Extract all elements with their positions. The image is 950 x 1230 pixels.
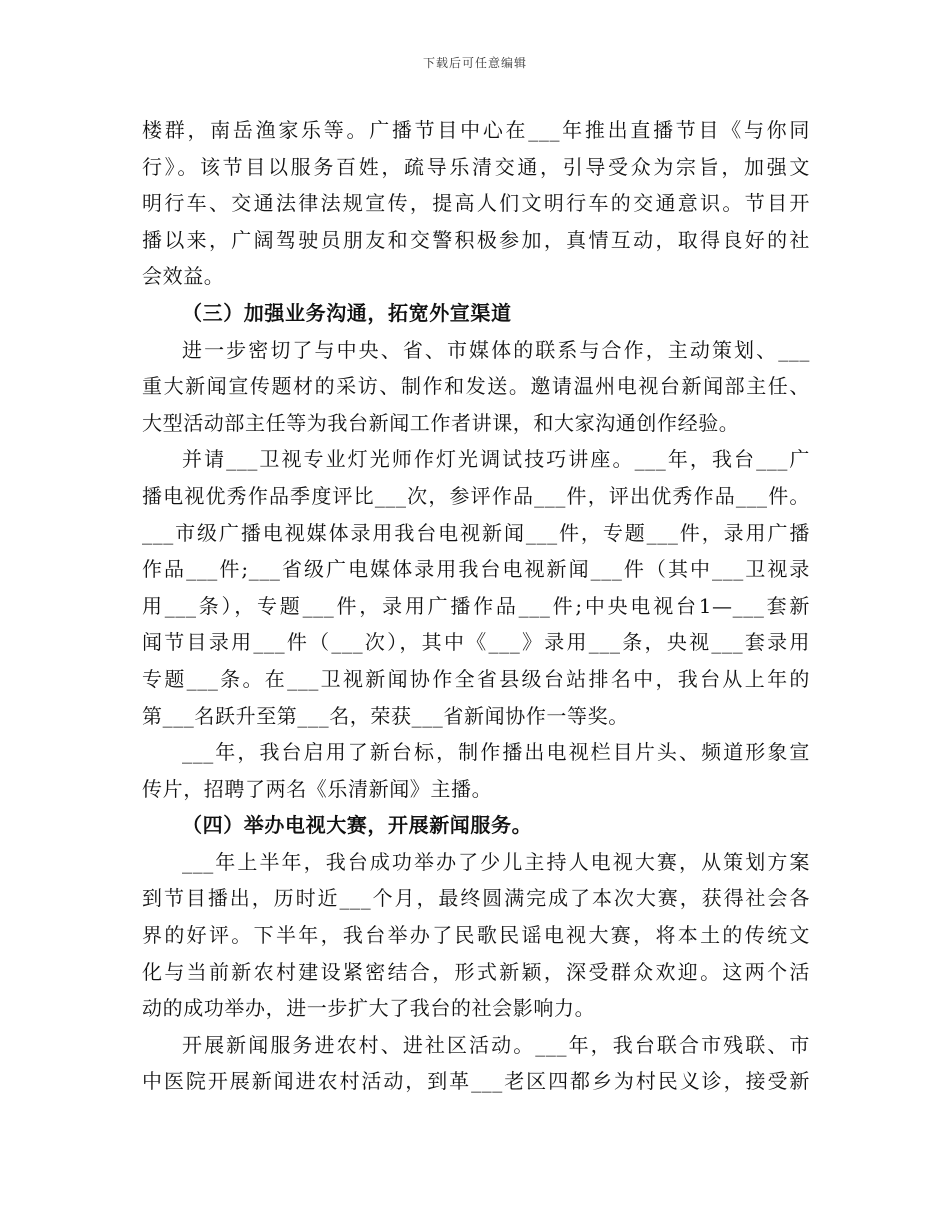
section-heading: （四）举办电视大赛，开展新闻服务。 [182,813,533,838]
text-line: ___市级广播电视媒体录用我台电视新闻___件，专题___件，录用广播 [142,520,810,545]
page-header: 下载后可任意编辑 [422,56,527,70]
text-line: 用___条），专题___件，录用广播作品___件;中央电视台1—___套新 [142,593,810,618]
text-line: ___年，我台启用了新台标，制作播出电视栏目片头、频道形象宣 [182,740,810,765]
text-line: 中医院开展新闻进农村活动，到革___老区四都乡为村民义诊，接受新 [142,1069,810,1094]
text-line: 楼群，南岳渔家乐等。广播节目中心在___年推出直播节目《与你同 [142,118,810,142]
text-line: 作品___件;___省级广电媒体录用我台电视新闻___件（其中___卫视录 [142,557,810,582]
text-line: 并请___卫视专业灯光师作灯光调试技巧讲座。___年，我台___广 [182,447,810,472]
text-line: 闻节目录用___件（___次），其中《___》录用___条，央视___套录用 [142,630,810,655]
text-line: 大型活动部主任等为我台新闻工作者讲课，和大家沟通创作经验。 [142,410,740,435]
text-line: 开展新闻服务进农村、进社区活动。___年，我台联合市残联、市 [182,1032,810,1057]
text-line: 会效益。 [142,264,225,289]
text-line: 传片，招聘了两名《乐清新闻》主播。 [142,776,493,801]
text-line: 播以来，广阔驾驶员朋友和交警积极参加，真情互动，取得良好的社 [142,227,810,252]
text-line: 重大新闻宣传题材的采访、制作和发送。邀请温州电视台新闻部主任、 [142,374,810,399]
text-line: 明行车、交通法律法规宣传，提高人们文明行车的交通意识。节目开 [142,191,810,216]
text-line: 动的成功举办，进一步扩大了我台的社会影响力。 [142,996,596,1021]
text-line: 专题___条。在___卫视新闻协作全省县级台站排名中，我台从上年的 [142,666,810,691]
text-line: ___年上半年，我台成功举办了少儿主持人电视大赛，从策划方案 [182,849,810,874]
section-heading: （三）加强业务沟通，拓宽外宣渠道 [182,300,512,325]
text-line: 播电视优秀作品季度评比___次，参评作品___件，评出优秀作品___件。 [142,483,810,508]
text-line: 行》。该节目以服务百姓，疏导乐清交通，引导受众为宗旨，加强文 [142,154,810,179]
document-body [142,112,810,1100]
text-line: 界的好评。下半年，我台举办了民歌民谣电视大赛，将本土的传统文 [142,923,810,948]
text-line: 进一步密切了与中央、省、市媒体的联系与合作，主动策划、___ [182,337,810,362]
text-line: 到节目播出，历时近___个月，最终圆满完成了本次大赛，获得社会各 [142,886,810,911]
text-line: 化与当前新农村建设紧密结合，形式新颖，深受群众欢迎。这两个活 [142,959,810,984]
text-line: 第___名跃升至第___名，荣获___省新闻协作一等奖。 [142,703,629,728]
